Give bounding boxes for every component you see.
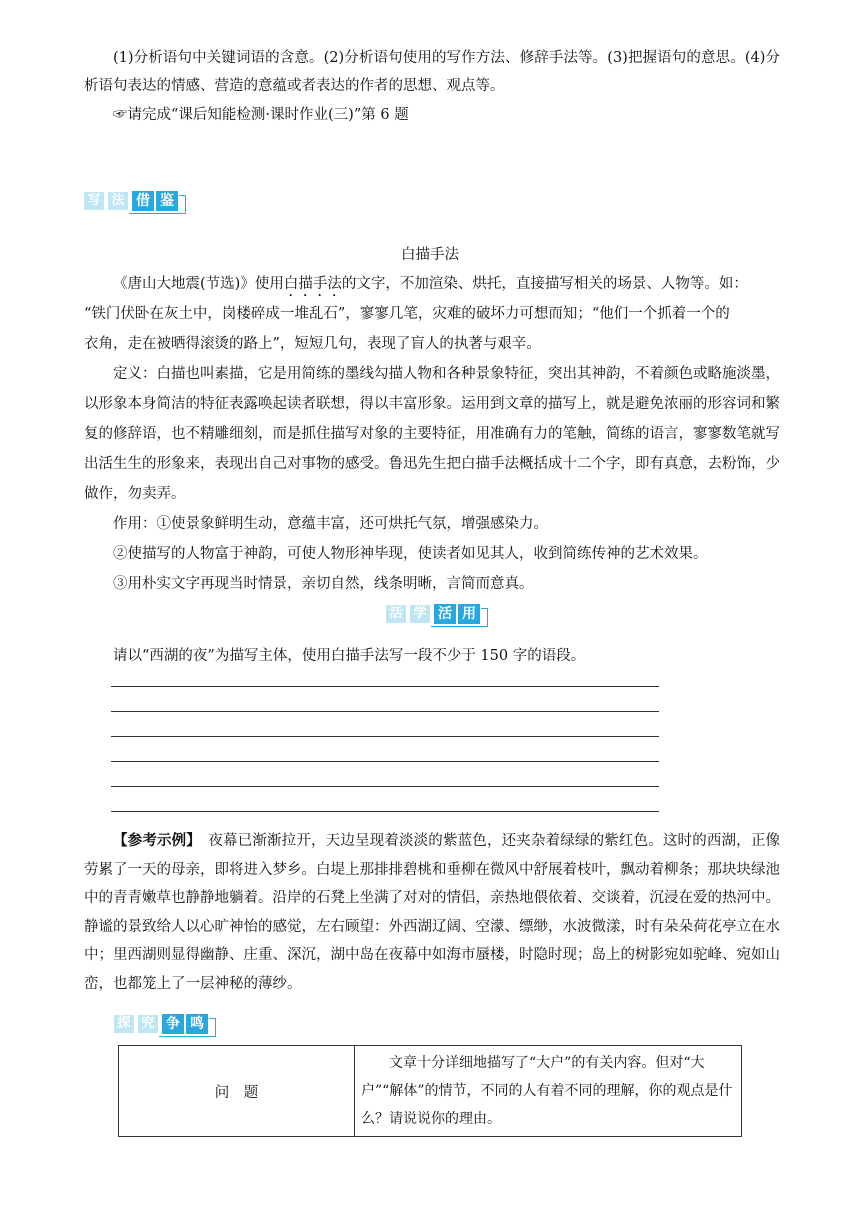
definition-paragraph: 定义：白描也叫素描，它是用简练的墨线勾描人物和各种景象特征，突出其神韵，不着颜色或略施淡墨，以形象本身简洁的特征表露唤起读者联想，得以丰富形象。运用到文章的描写上，就是避免浓丽的形容词和繁复的修辞语，也不精雕细刻，而是抓住描写对象的主要特征，用准确有力的笔触，简练的语言，寥寥数笔就写出活生生的形象来，表现出自己对事物的感受。鲁迅先生把白描手法概括成十二个字，即有真意，去粉饰，少做作，勿卖弄。: [84, 366, 780, 502]
technique-paragraph: [84, 269, 780, 300]
inquiry-table: [118, 1045, 742, 1137]
badge-decoration: [179, 195, 186, 211]
section-badge-practice: [386, 603, 482, 625]
reference-example: [84, 827, 780, 999]
badge-char: 写: [84, 192, 104, 210]
question-text: 文章十分详细地描写了“大户”的有关内容。但对“大户”“解体”的情节，不同的人有着不同的理解，你的观点是什么？请说说你的理由。: [361, 1055, 733, 1127]
text-run: 的文字，不加渲染、烘托，直接描写相关的场景、人物等。如：: [341, 276, 748, 292]
answer-line[interactable]: [111, 761, 659, 762]
task-reference: ☞请完成“课后知能检测·课时作业(三)”第 6 题: [113, 107, 409, 123]
example-line: “铁门伏卧在灰土中，岗楼碎成一堆乱石”，寥寥几笔，灾难的破坏力可想而知；“他们一个抓着一个的: [84, 306, 730, 322]
badge-decoration: [431, 623, 488, 627]
badge-char: 探: [114, 1015, 134, 1033]
table-header-cell: 问 题: [119, 1046, 355, 1137]
badge-decoration: [129, 210, 186, 214]
answer-line[interactable]: [111, 736, 659, 737]
emphasized-term: 白描手法: [283, 276, 342, 292]
effect-item-3: ③用朴实文字再现当时情景，亲切自然，线条明晰，言简而意真。: [113, 576, 534, 592]
answer-line[interactable]: [111, 686, 659, 687]
badge-decoration: [209, 1018, 216, 1034]
effect-item-2: ②使描写的人物富于神韵，可使人物形神毕现，使读者如见其人，收到简练传神的艺术效果。: [113, 546, 708, 562]
table-row: [119, 1046, 742, 1137]
intro-paragraph: [84, 44, 780, 100]
section-badge-writing: [84, 190, 180, 212]
badge-char: 鸣: [186, 1014, 208, 1034]
badge-char: 争: [162, 1014, 184, 1034]
answer-line[interactable]: [111, 711, 659, 712]
badge-char: 活: [386, 605, 406, 623]
answer-line[interactable]: [111, 811, 659, 812]
effect-item-1: 作用：①使景象鲜明生动，意蕴丰富，还可烘托气氛，增强感染力。: [113, 516, 548, 532]
section-badge-inquiry: [114, 1013, 210, 1035]
badge-decoration: [159, 1033, 216, 1037]
table-content-cell: [355, 1046, 742, 1137]
intro-line-1: (1)分析语句中关键词语的含意。(2)分析语句使用的写作方法、修辞手法等。(3)把握语句的意思。(4): [113, 50, 766, 66]
answer-line[interactable]: [111, 786, 659, 787]
section-title: 白描手法: [401, 247, 459, 263]
badge-decoration: [481, 608, 488, 624]
intro-line-2: 分析语句表达的情感、营造的意蕴或者表达的作者的思想、观点等。: [84, 50, 781, 94]
reference-text: 夜幕已渐渐拉开，天边呈现着淡淡的紫蓝色，还夹杂着绿绿的紫红色。这时的西湖，正像劳累了一天的母亲，即将进入梦乡。白堤上那排排碧桃和垂柳在微风中舒展着枝叶，飘动着柳条；那块块绿池中的青青嫩草也静静地躺着。沿岸的石凳上坐满了对对的情侣，亲热地偎依着、交谈着，沉浸在爱的热河中。静谧的景致给人以心旷神怡的感觉，左右顾望：外西湖辽阔、空濛、缥缈，水波微漾，时有朵朵荷花亭立在水中；里西湖则显得幽静、庄重、深沉，湖中岛在夜幕中如海市蜃楼，时隐时现；岛上的树影宛如驼峰、宛如山峦，也都笼上了一层神秘的薄纱。: [84, 833, 780, 992]
badge-char: 究: [138, 1015, 158, 1033]
reference-label: 【参考示例】: [113, 833, 194, 849]
badge-char: 鉴: [156, 191, 178, 211]
badge-char: 活: [434, 604, 456, 624]
badge-char: 借: [132, 191, 154, 211]
text-run: 《唐山大地震(节选)》使用: [113, 276, 284, 292]
badge-char: 法: [108, 192, 128, 210]
example-line: 衣角，走在被晒得滚烫的路上”，短短几句，表现了盲人的执著与艰辛。: [84, 336, 541, 352]
badge-char: 用: [458, 604, 480, 624]
badge-char: 学: [410, 605, 430, 623]
practice-prompt: 请以“西湖的夜”为描写主体，使用白描手法写一段不少于 150 字的语段。: [113, 648, 586, 664]
